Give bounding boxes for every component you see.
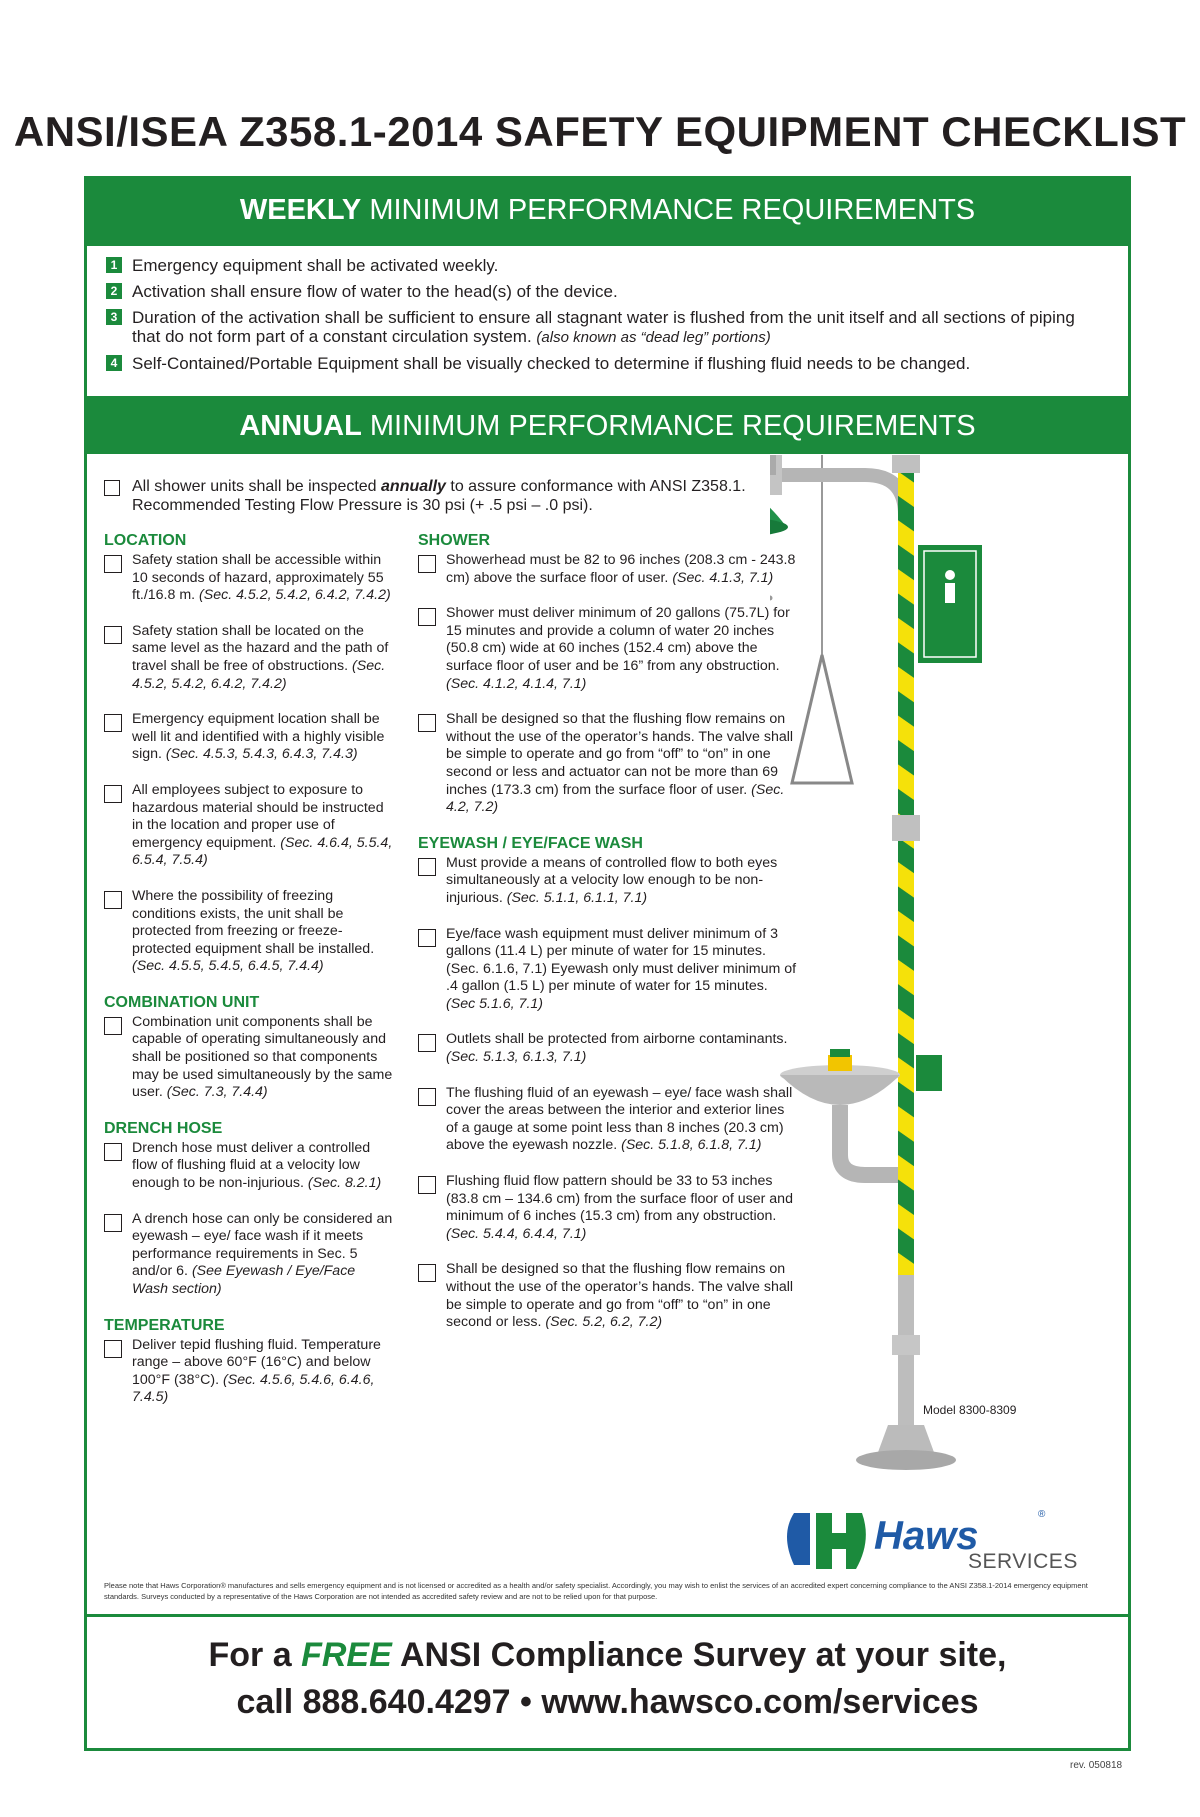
weekly-item-text: Activation shall ensure flow of water to the head(s) of the device. [132,282,618,301]
intro-text-a: All shower units shall be inspected [132,478,382,495]
weekly-item-number: 3 [106,309,122,325]
weekly-item-text: Emergency equipment shall be activated weekly. [132,256,499,275]
checklist-item-text: Shall be designed so that the flushing flow remains on without the use of the operator’s hands. The valve shall be simple to operate and go from “off” to “on” in one second or less. [446,1261,794,1331]
checklist-item [104,1211,394,1299]
weekly-heading-band [84,176,1131,246]
checklist-checkbox[interactable] [104,555,122,573]
checklist-item [418,926,798,1014]
checklist-item-reference: (Sec. 4.1.2, 4.1.4, 7.1) [446,675,587,692]
water-spray-icon [770,545,773,601]
section-heading: DRENCH HOSE [104,1119,223,1137]
checklist-item-text: Combination unit components shall be capable of operating simultaneously and shall be positioned so that components may be used simultaneously by the same user. [132,1013,393,1101]
checklist-item-text: A drench hose can only be considered an eyewash – eye/ face wash if it meets performance requirements in Sec. 5 and/or 6. [132,1210,393,1280]
checklist-item [104,888,394,976]
checklist-item-text: Where the possibility of freezing conditions exists, the unit shall be protected from freezing or freeze-protected equipment shall be installed. [132,887,375,957]
page-title: ANSI/ISEA Z358.1-2014 SAFETY EQUIPMENT CHECKLIST [13,108,1187,155]
cta-line-2[interactable]: call 888.640.4297 • www.hawsco.com/services [236,1683,979,1721]
checklist-item-reference: (Sec. 4.5.2, 5.4.2, 6.4.2, 7.4.2) [132,657,386,692]
pull-handle-icon [792,655,852,783]
checklist-item-text: Shower must deliver minimum of 20 gallons (75.7L) for 15 minutes and provide a column of water 20 inches (50.8 cm) wide at 60 inches (152.4 cm) above the surface floor of user and be 16” from any obstruction. [446,605,790,674]
checklist-item-reference: (Sec. 5.2, 6.2, 7.2) [545,1314,663,1331]
checklist-item-reference: (Sec. 4.1.3, 7.1) [672,569,774,586]
eyewash-nozzle-icon [828,1055,852,1071]
annual-intro-text [132,477,824,515]
checklist-item-reference: (Sec. 5.1.1, 6.1.1, 7.1) [506,889,648,906]
weekly-item [106,256,1106,275]
checklist-checkbox[interactable] [104,1340,122,1358]
checklist-item [418,711,798,817]
weekly-item [106,308,1106,347]
checklist-item-text: Must provide a means of controlled flow to both eyes simultaneously at a velocity low enough to be non-injurious. [446,854,778,906]
checklist-item-reference: (Sec. 4.5.6, 5.4.6, 6.4.6, 7.4.5) [132,1371,375,1406]
section-heading: LOCATION [104,532,187,549]
checklist-checkbox[interactable] [104,626,122,644]
checklist-item-reference: (Sec. 5.1.3, 6.1.3, 7.1) [446,1049,587,1066]
weekly-heading-rest: MINIMUM PERFORMANCE REQUIREMENTS [361,194,976,226]
safety-sign-icon [918,545,982,663]
weekly-item-note: (also known as “dead leg” portions) [536,329,771,346]
logo-brand: Haws [874,1514,979,1558]
middle-column [418,532,798,1350]
checklist-item-reference: (Sec. 5.4.4, 6.4.4, 7.1) [446,1225,587,1242]
footer-divider [84,1614,1131,1617]
checklist-item-reference: (Sec. 4.5.5, 5.4.5, 6.4.5, 7.4.4) [132,958,324,975]
weekly-item-number: 1 [106,257,122,273]
disclaimer: Please note that Haws Corporation® manufactures and sells emergency equipment and is not licensed or accredited as a health and/or safety specialist. Accordingly, you may wish to enlist the services of an accredited expert concerning compliance to the ANSI Z358.1-2014 emergency equipment standards. Surveys conducted by a representative of the Haws Corporation are not intended as accredited safety review and are not to be relied upon for that purpose. [104,1581,1088,1601]
checklist-checkbox[interactable] [418,929,436,947]
checklist-item-reference: (Sec. 5.1.8, 6.1.8, 7.1) [621,1137,762,1154]
weekly-item [106,354,1106,373]
checklist-item-text: Deliver tepid flushing fluid. Temperature range – above 60°F (16°C) and below 100°F (38°C). [132,1336,381,1388]
annual-heading-band [84,396,1131,454]
checklist-item [418,605,798,693]
checklist-item [104,782,394,870]
checklist-checkbox[interactable] [418,555,436,573]
striped-pole-icon [898,465,914,1275]
checklist-item-reference: (Sec. 4.5.3, 5.4.3, 6.4.3, 7.4.3) [165,746,358,763]
cta-free: FREE [301,1636,392,1674]
section-heading: TEMPERATURE [104,1316,225,1334]
logo-mark-left-icon [787,1513,810,1565]
annual-intro-checkbox[interactable] [104,480,120,496]
checklist-checkbox[interactable] [418,1264,436,1282]
checklist-item-text: Safety station shall be located on the same level as the hazard and the path of travel shall be free of obstructions. [132,622,389,674]
checklist-checkbox[interactable] [104,785,122,803]
checklist-checkbox[interactable] [418,1034,436,1052]
checklist-item [104,1337,394,1407]
checklist-item-text: The flushing fluid of an eyewash – eye/ face wash shall cover the areas between the interior and exterior lines of a gauge at some point less than 8 inches (20.3 cm) above the eyewash nozzle. [446,1084,793,1154]
annual-heading-bold: ANNUAL [239,410,362,442]
checklist-item [418,1085,798,1155]
checklist-item [418,855,798,908]
checklist-item [418,1173,798,1243]
weekly-item-text: Self-Contained/Portable Equipment shall be visually checked to determine if flushing fluid needs to be changed. [132,354,971,373]
checklist-item [104,1140,394,1193]
section-heading: SHOWER [418,532,490,549]
checklist-item [104,623,394,693]
weekly-item [106,282,1106,301]
checklist-item [418,1031,798,1066]
revision-label: rev. 050818 [1070,1760,1123,1771]
checklist-item-reference: (Sec. 4.2, 7.2) [446,781,785,816]
eyewash-sign-icon [916,1055,942,1091]
checklist-item [104,552,394,605]
annual-heading-rest: MINIMUM PERFORMANCE REQUIREMENTS [361,410,976,442]
safety-station-illustration [770,455,1100,1495]
checklist-checkbox[interactable] [104,1143,122,1161]
checklist-item-reference: (Sec 5.1.6, 7.1) [446,995,543,1012]
checklist-item [104,711,394,764]
checklist-item-text: Safety station shall be accessible within 10 seconds of hazard, approximately 55 ft./16.8 m. [132,552,384,604]
logo-registered: ® [1038,1509,1046,1520]
weekly-heading-bold: WEEKLY [239,194,362,226]
logo-services-label: SERVICES [968,1550,1078,1573]
shower-arm-icon [770,457,905,515]
model-caption: Model 8300-8309 [923,1403,1017,1417]
intro-emphasis: annually [381,478,446,495]
checklist-item-reference: (Sec. 4.5.2, 5.4.2, 6.4.2, 7.4.2) [199,587,391,604]
checklist-item-text: Eye/face wash equipment must deliver minimum of 3 gallons (11.4 L) per minute of water for 15 minutes. (Sec. 6.1.6, 7.1) Eyewash only must deliver minimum of .4 gallon (1.5 L) per minute of water for 15 minutes. [446,925,797,995]
checklist-item [418,1261,798,1331]
cta-text-a: For a [208,1636,302,1674]
checklist-checkbox[interactable] [104,891,122,909]
checklist-checkbox[interactable] [418,1088,436,1106]
checklist-checkbox[interactable] [418,714,436,732]
checklist-checkbox[interactable] [104,1214,122,1232]
checklist-item-text: Shall be designed so that the flushing flow remains on without the use of the operator’s hands. The valve shall be simple to operate and go from “off” to “on” in one second or less and actuator can not be more than 69 inches (173.3 cm) from the surface floor of user. [446,711,794,798]
checklist-checkbox[interactable] [104,1017,122,1035]
checklist-checkbox[interactable] [418,1176,436,1194]
checklist-item-reference: (See Eyewash / Eye/Face Wash section) [132,1263,356,1297]
weekly-item-text: Duration of the activation shall be sufficient to ensure all stagnant water is flushed from the unit itself and all sections of piping that do not form part of a constant circulation system. [132,308,1075,346]
checklist-checkbox[interactable] [418,608,436,626]
section-heading: COMBINATION UNIT [104,993,260,1011]
annual-intro [104,477,824,515]
weekly-item-number: 2 [106,283,122,299]
cta-line-1 [84,1636,1131,1675]
checklist-item [104,1014,394,1102]
logo-mark-right-icon [816,1513,866,1569]
intro-text-b: to assure conformance with ANSI Z358.1. Recommended Testing Flow Pressure is 30 psi (+ .5 psi – .0 psi). [132,478,746,514]
checklist-item-reference: (Sec. 8.2.1) [307,1175,382,1192]
weekly-item-number: 4 [106,355,122,371]
weekly-requirements-list [106,256,1106,380]
checklist-item-reference: (Sec. 7.3, 7.4.4) [166,1084,268,1101]
checklist-item-text: Outlets shall be protected from airborne contaminants. [446,1031,788,1048]
checklist-item [418,552,798,587]
checklist-checkbox[interactable] [418,858,436,876]
checklist-item-text: All employees subject to exposure to hazardous material should be instructed in the location and proper use of emergency equipment. [132,781,384,851]
left-column [104,532,394,1425]
cta-text-b: ANSI Compliance Survey at your site, [391,1636,1007,1674]
section-heading: EYEWASH / EYE/FACE WASH [418,834,643,852]
checklist-item-text: Flushing fluid flow pattern should be 33 to 53 inches (83.8 cm – 134.6 cm) from the surface floor of user and minimum of 6 inches (15.3 cm) from any obstruction. [446,1173,793,1225]
checklist-item-text: Showerhead must be 82 to 96 inches (208.3 cm - 243.8 cm) above the surface floor of user. [446,552,796,586]
checklist-item-text: Emergency equipment location shall be well lit and identified with a highly visible sign. [132,711,385,763]
checklist-item-text: Drench hose must deliver a controlled flow of flushing fluid at a velocity low enough to be non-injurious. [132,1139,371,1192]
checklist-item-reference: (Sec. 4.6.4, 5.5.4, 6.5.4, 7.5.4) [132,834,393,869]
checklist-checkbox[interactable] [104,714,122,732]
